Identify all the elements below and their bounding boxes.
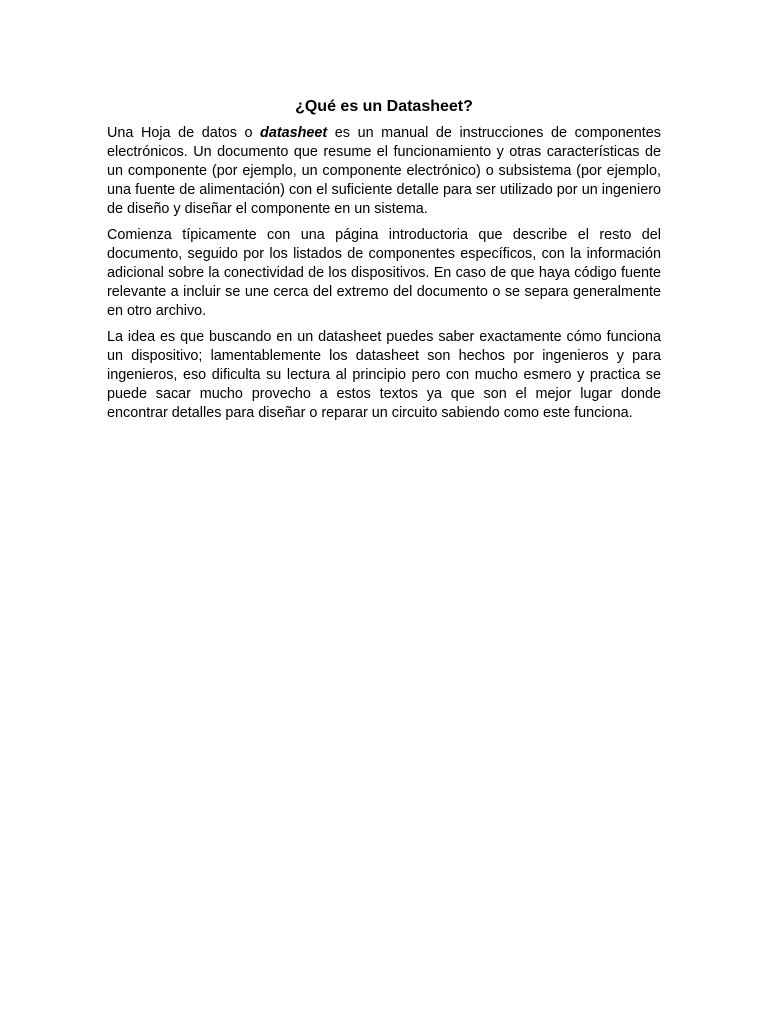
term-datasheet: datasheet [260,125,328,141]
paragraph-3: La idea es que buscando en un datasheet puedes saber exactamente cómo funciona un dispositivo; lamentablemente los datasheet son hechos por ingenieros y para ingenieros, eso dificulta su lectura al principio pero con mucho esmero y practica se puede sacar mucho provecho a estos textos ya que son el mejor lugar donde encontrar detalles para diseñar o reparar un circuito sabiendo como este funciona. [107,329,661,421]
paragraph-1-body: es un manual de instrucciones de componentes electrónicos. Un documento que resume el funcionamiento y otras características de un componente (por ejemplo, un componente electrónico) o subsistema (por ejemplo, una fuente de alimentación) con el suficiente detalle para ser utilizado por un ingeniero de diseño y diseñar el componente en un sistema. [107,125,661,217]
document-title: ¿Qué es un Datasheet? [295,98,473,115]
paragraph-1-intro: Una Hoja de datos o [107,125,261,141]
paragraph-1 [107,124,661,219]
paragraph-2: Comienza típicamente con una página introductoria que describe el resto del documento, seguido por los listados de componentes específicos, con la información adicional sobre la conectividad de los dispositivos. En caso de que haya código fuente relevante a incluir se une cerca del extremo del documento o se separa generalmente en otro archivo. [107,227,661,319]
document-body [107,96,661,430]
